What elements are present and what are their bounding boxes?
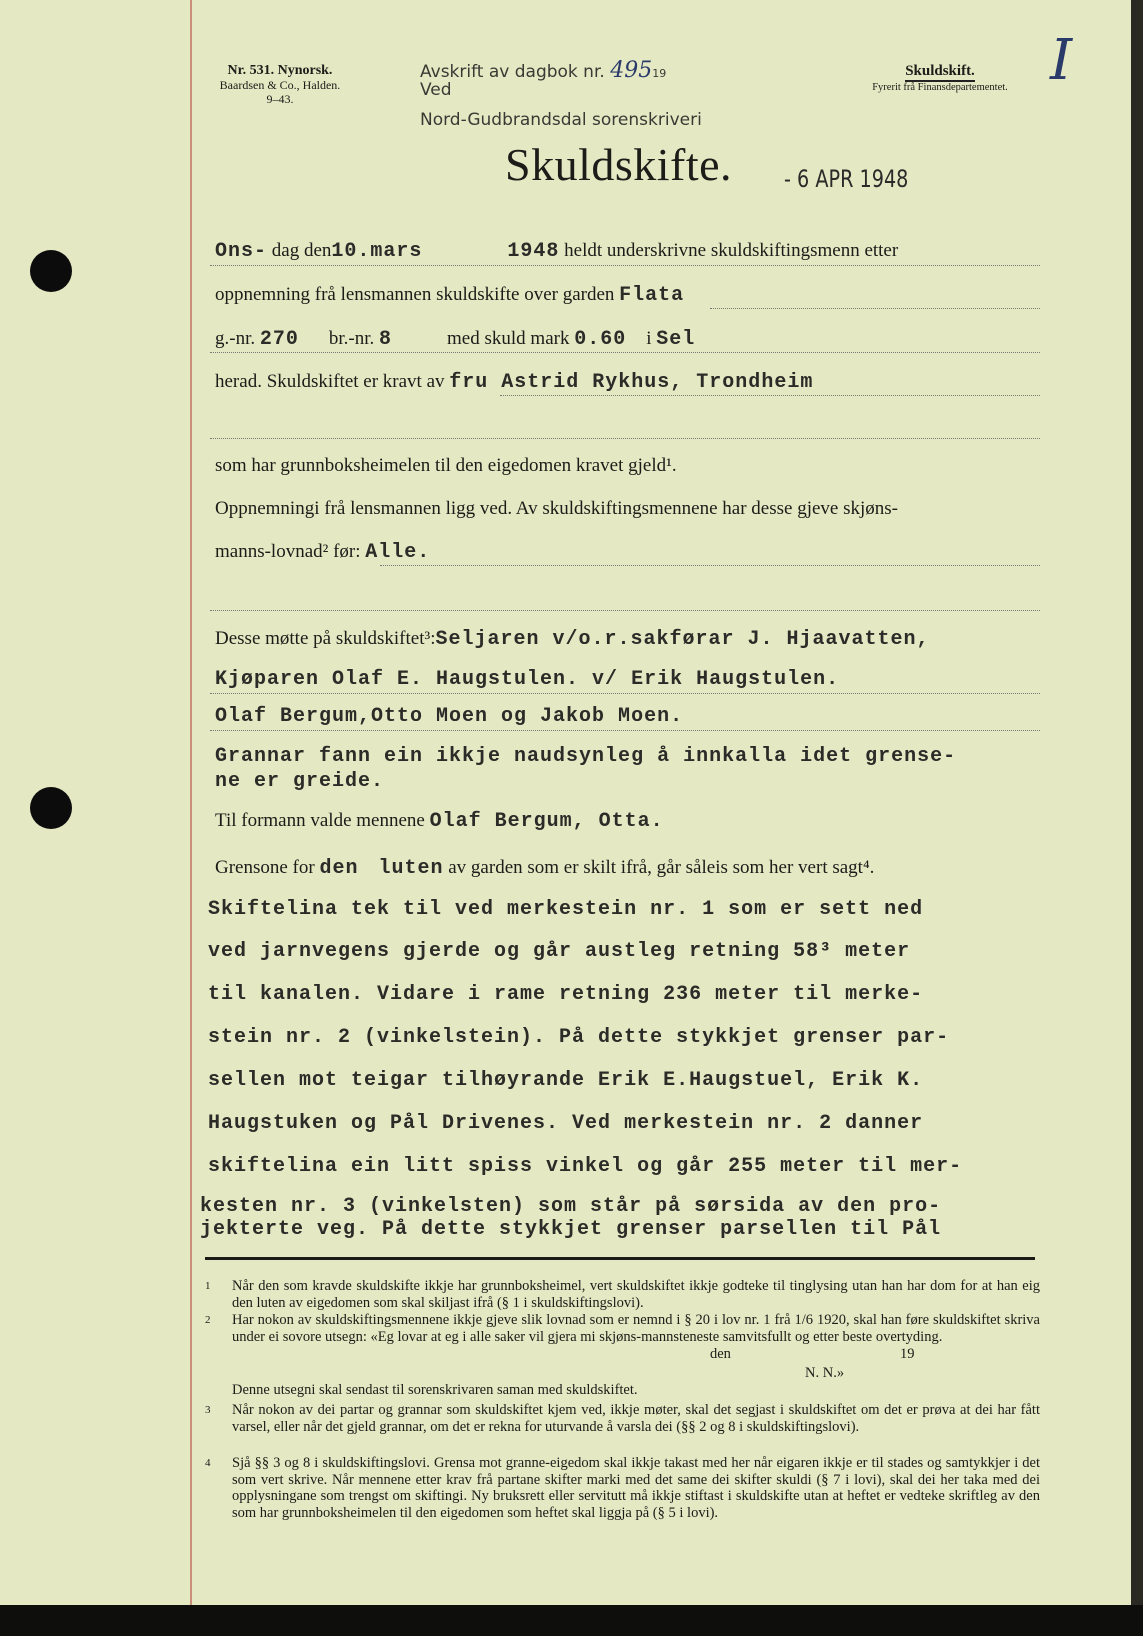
text-segment: Fyrerit frå Finansdepartementet. <box>872 82 1008 93</box>
text-segment: Desse møtte på skuldskiftet³: <box>215 628 436 649</box>
footnote-2 <box>205 1312 1040 1398</box>
punch-hole <box>30 787 72 829</box>
dotted-fill-line <box>210 438 1040 439</box>
page-title: Skuldskifte. <box>505 139 733 190</box>
body-line: Olaf Bergum,Otto Moen og Jakob Moen. <box>215 705 684 728</box>
scan-edge <box>0 1605 1143 1636</box>
dotted-fill-line <box>210 730 1040 731</box>
body-line <box>215 371 813 394</box>
description-line: til kanalen. Vidare i rame retning 236 meter til merke- <box>208 983 924 1006</box>
print-date: 9–43. <box>266 92 294 106</box>
text-segment: Alle. <box>365 541 431 564</box>
text-segment: den <box>710 1346 731 1362</box>
text-segment: Har nokon av skuldskiftingsmennene ikkje gjeve slik lovnad som er nemnd i § 20 i lov nr. 1 frå 1/6 1920, skal han føre skuldskiftet skriva under ei sovore utsegn: «Eg lovar at eg i alle saker vil gjera mi skjøns-mannsteneste samvitsfullt og etter beste overtyding. <box>232 1312 1040 1345</box>
dagbok-stamp <box>420 58 666 83</box>
text-segment: av garden som er skilt ifrå, går såleis som her vert sagt⁴. <box>448 857 875 878</box>
text-segment: herad. Skuldskiftet er kravt av <box>215 371 445 392</box>
text-segment: 19 <box>900 1346 915 1362</box>
text-segment: 8 <box>379 328 393 351</box>
dagbok-number: 495 <box>610 58 653 83</box>
text-segment: som har grunnboksheimelen til den eigedomen kravet gjeld¹. <box>215 455 677 476</box>
text-segment: Til formann valde mennene <box>215 810 425 831</box>
dotted-fill-line <box>380 565 1040 566</box>
office-stamp: Nord-Gudbrandsdal sorenskriveri <box>420 110 702 130</box>
text-segment: 0.60 <box>574 328 627 351</box>
body-line <box>215 628 930 651</box>
dotted-fill-line <box>210 352 1040 353</box>
body-line <box>215 541 430 564</box>
text-segment: Flata <box>619 284 685 307</box>
description-line: skiftelina ein litt spiss vinkel og går 255 meter til mer- <box>208 1155 963 1178</box>
description-line: stein nr. 2 (vinkelstein). På dette stykkjet grenser par- <box>208 1026 950 1049</box>
description-line: kesten nr. 3 (vinkelsten) som står på sørsida av den pro- <box>200 1195 942 1218</box>
body-line <box>215 810 664 833</box>
body-line: Kjøparen Olaf E. Haugstulen. v/ Erik Haugstulen. <box>215 668 840 691</box>
printer: Baardsen & Co., Halden. <box>219 78 341 92</box>
text-segment: br.-nr. <box>328 328 375 349</box>
text-segment: Når den som kravde skuldskifte ikkje har grunnboksheimel, vert skuldskiftet ikkje godteke til tinglysing utan han har dom for at han eig den luten av eigedomen som skal skiljast ifrå (§ 1 i skuldskiftingslovi). <box>232 1278 1040 1311</box>
body-line <box>215 455 677 477</box>
text-segment: 270 <box>259 328 299 351</box>
text-segment: manns-lovnad² før: <box>215 541 361 562</box>
text-segment: Olaf Bergum, Otta. <box>429 810 664 833</box>
description-line: sellen mot teigar tilhøyrande Erik E.Haugstuel, Erik K. <box>208 1069 924 1092</box>
footnote-divider <box>205 1257 1035 1260</box>
text-segment: 2 <box>205 1314 211 1326</box>
text-segment: 1948 <box>507 240 560 263</box>
text-segment: luten <box>378 857 444 880</box>
footnote-3 <box>205 1402 1040 1435</box>
signature-placeholder: N. N.» <box>805 1365 845 1381</box>
description-line: Haugstuken og Pål Drivenes. Ved merkestein nr. 2 danner <box>208 1112 924 1135</box>
text-segment: Sjå §§ 3 og 8 i skuldskiftingslovi. Grensa mot granne-eigedom skal ikkje takast med her når eigaren ikkje er til stades og samtykkjer i det som vert skrive. Når mennene etter krav frå partane skifter marki med det same dei skifter skuldi (§ 7 i lovi), skal dei her taka med dei opplysningane som trengst om skiftingi. Ny bruksrett eller servitutt må ikkje stiftast i skuldskifte utan at heftet er vedteke skriftleg av den som har grunnboksheimelen til den eigedomen som heftet skal liggja på (§ 5 i lovi). <box>232 1455 1040 1521</box>
body-line <box>215 498 898 520</box>
body-line <box>215 857 874 880</box>
text-segment: Skuldskift. <box>905 63 975 82</box>
footnote-4 <box>205 1455 1040 1521</box>
punch-hole <box>30 250 72 292</box>
body-line <box>215 240 898 263</box>
text-segment: den <box>319 857 359 880</box>
form-number: Nr. 531. Nynorsk. <box>227 63 333 78</box>
text-segment: dag den <box>271 240 332 261</box>
right-header <box>830 62 1050 93</box>
form-info <box>200 64 360 106</box>
text-segment: fru Astrid Rykhus, Trondheim <box>449 371 814 394</box>
dotted-fill-line <box>500 395 1040 396</box>
text-segment: Sel <box>656 328 696 351</box>
text-segment: oppnemning frå lensmannen skuldskifte over garden <box>215 284 615 305</box>
text-segment: Seljaren v/o.r.sakførar J. Hjaavatten, <box>435 628 930 651</box>
description-line: ved jarnvegens gjerde og går austleg retning 58³ meter <box>208 940 911 963</box>
text-segment: 10.mars <box>331 240 423 263</box>
margin-line <box>190 0 192 1605</box>
description-line: Skiftelina tek til ved merkestein nr. 1 som er sett ned <box>208 898 924 921</box>
text-segment: 19 <box>652 67 667 80</box>
text-segment: 1 <box>205 1280 211 1292</box>
text-segment: 4 <box>205 1457 211 1469</box>
body-line <box>215 328 695 351</box>
text-segment: Når nokon av dei partar og grannar som skuldskiftet kjem ved, ikkje møter, skal det segjast i skuldskiftet om det er prøva at dei har fått varsel, eller når det gjeld grannar, om det er rekna for uturvande å varsla dei (§§ 2 og 8 i skuldskiftingslovi). <box>232 1402 1040 1435</box>
description-line: jekterte veg. På dette stykkjet grenser parsellen til Pål <box>200 1218 942 1241</box>
dotted-fill-line <box>210 265 1040 266</box>
body-line: Grannar fann ein ikkje naudsynleg å innkalla idet grense- <box>215 745 957 768</box>
ved-stamp: Ved <box>420 80 452 100</box>
body-line <box>215 284 684 307</box>
scan-edge <box>1131 0 1143 1636</box>
text-segment: i <box>646 328 652 349</box>
received-date-stamp: - 6 APR 1948 <box>784 165 909 193</box>
text-segment: med skuld mark <box>447 328 570 349</box>
dotted-fill-line <box>210 693 1040 694</box>
text-segment: Ons- <box>215 240 268 263</box>
dotted-fill-line <box>210 610 1040 611</box>
text-segment: Avskrift av dagbok nr. <box>420 62 605 82</box>
dotted-fill-line <box>710 308 1040 309</box>
text-segment: g.-nr. <box>215 328 256 349</box>
text-segment: heldt underskrivne skuldskiftingsmenn etter <box>564 240 899 261</box>
text-segment: Oppnemningi frå lensmannen ligg ved. Av skuldskiftingsmennene har desse gjeve skjøns- <box>215 498 898 519</box>
text-segment: Grensone for <box>215 857 315 878</box>
footnote-1 <box>205 1278 1040 1311</box>
text-segment: Denne utsegni skal sendast til sorenskrivaren saman med skuldskiftet. <box>232 1382 638 1398</box>
page-mark: I <box>1050 28 1073 93</box>
body-line: ne er greide. <box>215 770 385 793</box>
text-segment: 3 <box>205 1404 211 1416</box>
